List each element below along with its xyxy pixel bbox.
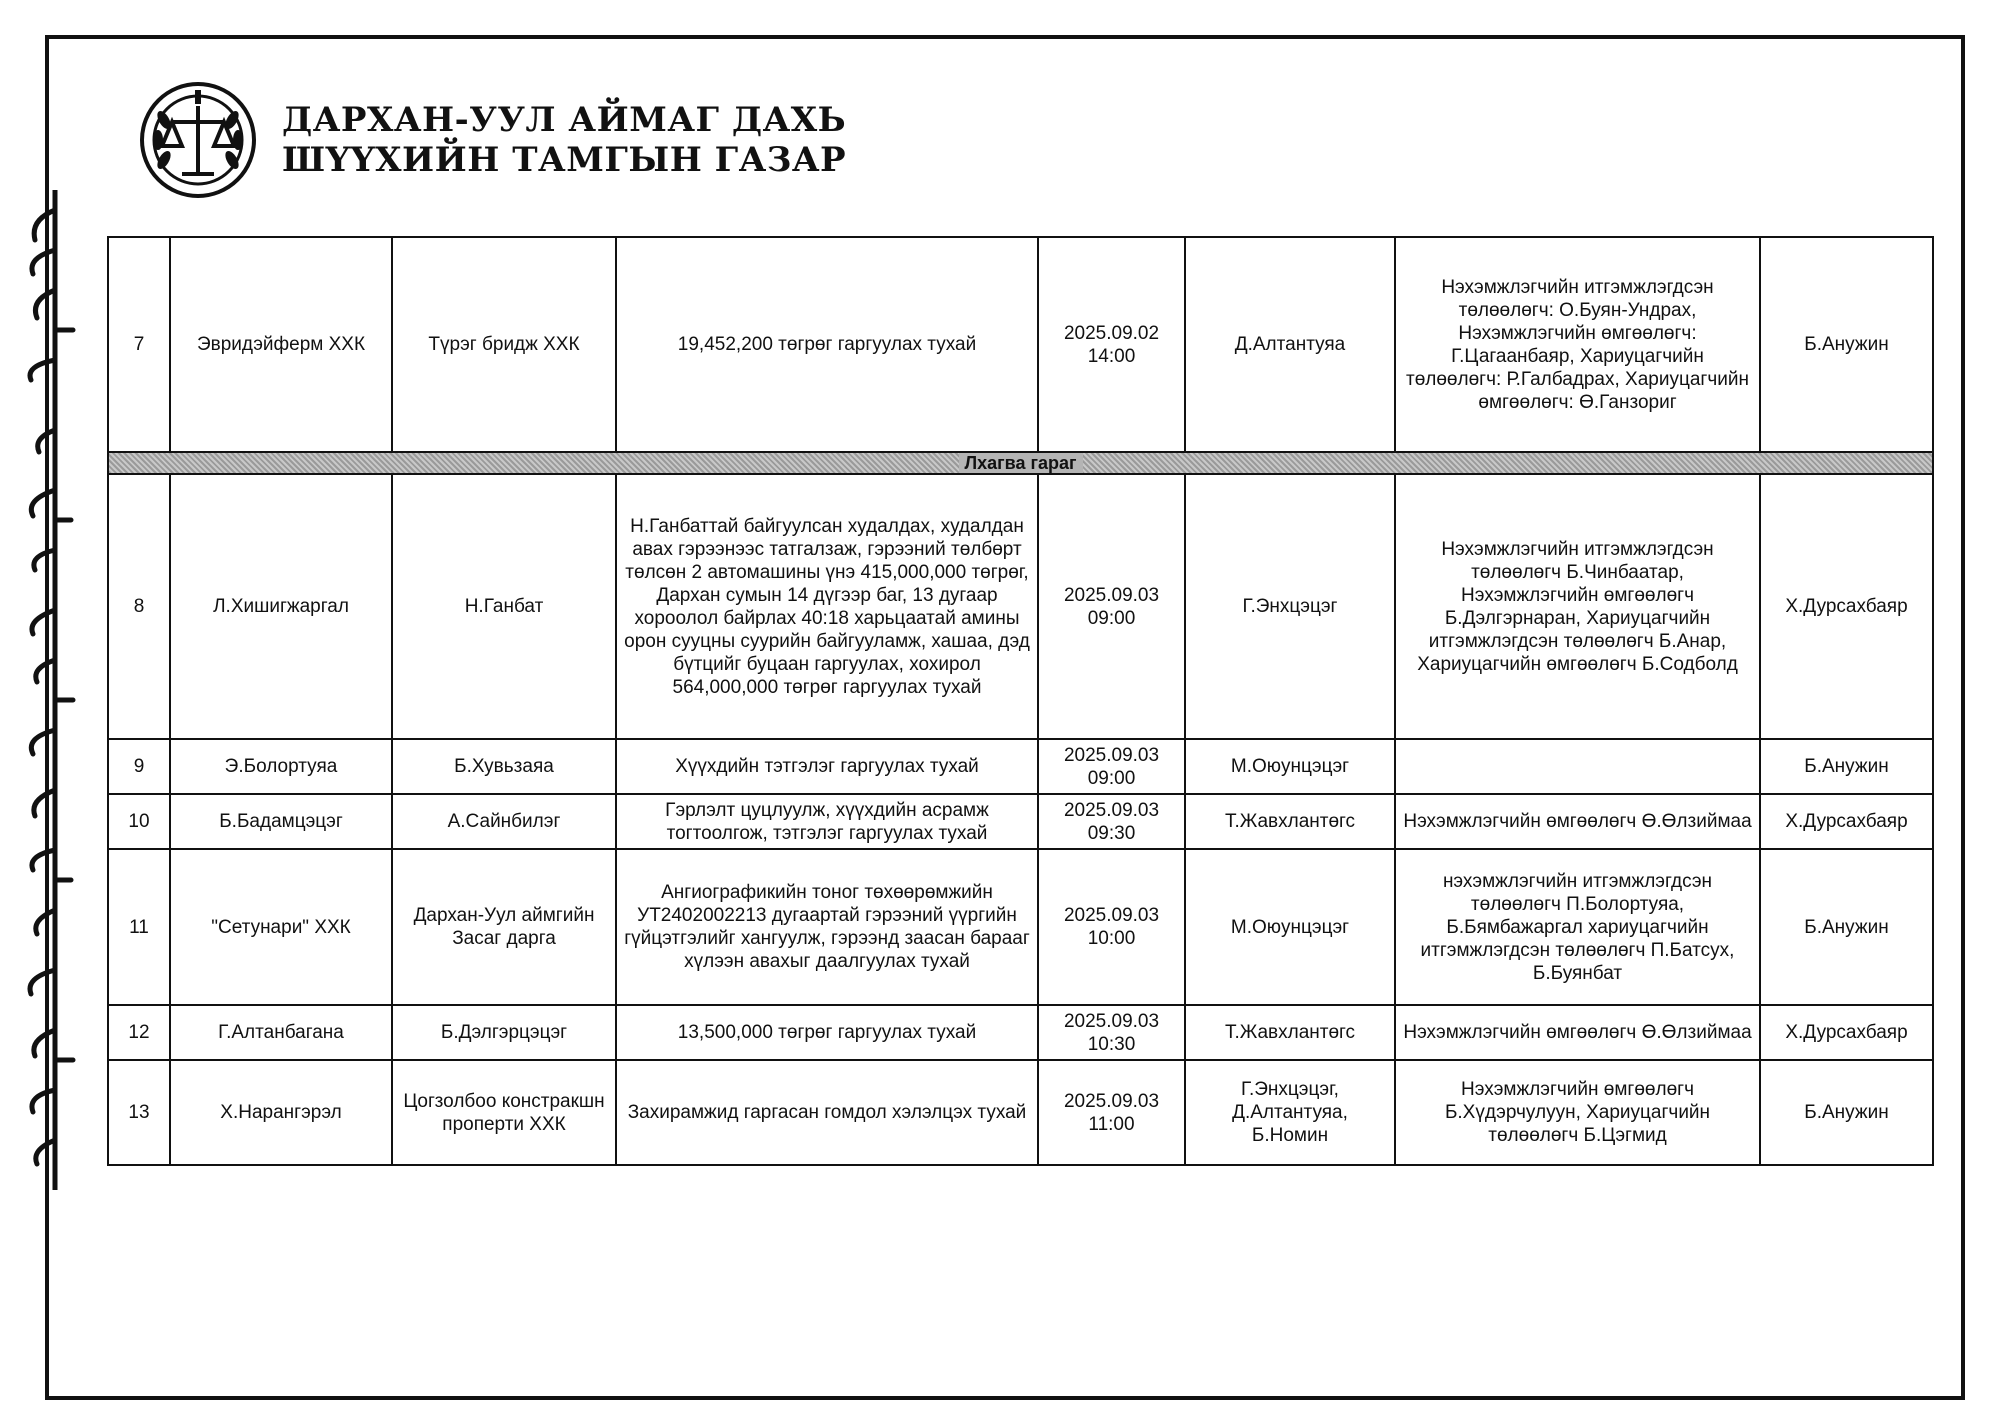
plaintiff-cell: Г.Алтанбагана <box>170 1005 392 1060</box>
participants-cell: Нэхэмжлэгчийн өмгөөлөгч Б.Хүдэрчулуун, Хариуцагчийн төлөөлөгч Б.Цэгмид <box>1395 1060 1760 1165</box>
table-row <box>108 237 1933 452</box>
defendant-cell: А.Сайнбилэг <box>392 794 616 849</box>
case-number: 9 <box>108 739 170 794</box>
plaintiff-cell: Э.Болортуяа <box>170 739 392 794</box>
case-number: 10 <box>108 794 170 849</box>
defendant-cell: Н.Ганбат <box>392 474 616 739</box>
participants-cell: Нэхэмжлэгчийн өмгөөлөгч Ө.Өлзиймаа <box>1395 1005 1760 1060</box>
clerk-cell: Б.Анужин <box>1760 849 1933 1005</box>
table-row <box>108 1005 1933 1060</box>
section-row-wednesday <box>108 452 1933 474</box>
judge-cell: М.Оюунцэцэг <box>1185 739 1395 794</box>
table-row <box>108 1060 1933 1165</box>
claim-cell: Н.Ганбаттай байгуулсан худалдах, худалдан авах гэрээнээс татгалзаж, гэрээний төлбөрт төлсөн 2 автомашины үнэ 415,000,000 төгрөг, Дархан сумын 14 дүгээр баг, 13 дугаар хороолол байрлах 40:18 харьцаатай амины орон сууцны суурийн байгууламж, хашаа, дэд бүтцийг буцаан гаргуулах, хохирол 564,000,000 төгрөг гаргуулах тухай <box>616 474 1038 739</box>
table-row <box>108 739 1933 794</box>
participants-cell: Нэхэмжлэгчийн өмгөөлөгч Ө.Өлзиймаа <box>1395 794 1760 849</box>
plaintiff-cell: "Сетунари" ХХК <box>170 849 392 1005</box>
clerk-cell: Х.Дурсахбаяр <box>1760 794 1933 849</box>
court-title-line2: ШҮҮХИЙН ТАМГЫН ГАЗАР <box>282 140 847 180</box>
case-number: 11 <box>108 849 170 1005</box>
case-number: 8 <box>108 474 170 739</box>
clerk-cell: Б.Анужин <box>1760 739 1933 794</box>
defendant-cell: Дархан-Уул аймгийн Засаг дарга <box>392 849 616 1005</box>
court-title-line1: ДАРХАН-УУЛ АЙМАГ ДАХЬ <box>282 100 847 140</box>
datetime-cell: 2025.09.03 09:00 <box>1038 739 1185 794</box>
table-row <box>108 849 1933 1005</box>
plaintiff-cell: Х.Нарангэрэл <box>170 1060 392 1165</box>
participants-cell: нэхэмжлэгчийн итгэмжлэгдсэн төлөөлөгч П.Болортуяа, Б.Бямбажаргал хариуцагчийн итгэмжлэгдсэн төлөөлөгч П.Батсух, Б.Буянбат <box>1395 849 1760 1005</box>
clerk-cell: Б.Анужин <box>1760 1060 1933 1165</box>
datetime-cell: 2025.09.03 09:30 <box>1038 794 1185 849</box>
hearing-schedule-table <box>107 236 1934 1166</box>
clerk-cell: Х.Дурсахбаяр <box>1760 1005 1933 1060</box>
judge-cell: Г.Энхцэцэг, Д.Алтантуяа, Б.Номин <box>1185 1060 1395 1165</box>
plaintiff-cell: Л.Хишигжаргал <box>170 474 392 739</box>
clerk-cell: Х.Дурсахбаяр <box>1760 474 1933 739</box>
case-number: 12 <box>108 1005 170 1060</box>
datetime-cell: 2025.09.02 14:00 <box>1038 237 1185 452</box>
judge-cell: М.Оюунцэцэг <box>1185 849 1395 1005</box>
plaintiff-cell: Б.Бадамцэцэг <box>170 794 392 849</box>
participants-cell: Нэхэмжлэгчийн итгэмжлэгдсэн төлөөлөгч: О.Буян-Ундрах, Нэхэмжлэгчийн өмгөөлөгч: Г.Цагаанбаяр, Хариуцагчийн төлөөлөгч: Р.Галбадрах, Хариуцагчийн өмгөөлөгч: Ө.Ганзориг <box>1395 237 1760 452</box>
defendant-cell: Цогзолбоо констракшн проперти ХХК <box>392 1060 616 1165</box>
participants-cell: Нэхэмжлэгчийн итгэмжлэгдсэн төлөөлөгч Б.Чинбаатар, Нэхэмжлэгчийн өмгөөлөгч Б.Дэлгэрнаран, Хариуцагчийн итгэмжлэгдсэн төлөөлөгч Б.Анар, Хариуцагчийн өмгөөлөгч Б.Содболд <box>1395 474 1760 739</box>
claim-cell: Гэрлэлт цуцлуулж, хүүхдийн асрамж тогтоолгож, тэтгэлэг гаргуулах тухай <box>616 794 1038 849</box>
claim-cell: 13,500,000 төгрөг гаргуулах тухай <box>616 1005 1038 1060</box>
judge-cell: Т.Жавхлантөгс <box>1185 1005 1395 1060</box>
datetime-cell: 2025.09.03 10:30 <box>1038 1005 1185 1060</box>
claim-cell: Хүүхдийн тэтгэлэг гаргуулах тухай <box>616 739 1038 794</box>
case-number: 13 <box>108 1060 170 1165</box>
clerk-cell: Б.Анужин <box>1760 237 1933 452</box>
claim-cell: Захирамжид гаргасан гомдол хэлэлцэх тухай <box>616 1060 1038 1165</box>
judge-cell: Т.Жавхлантөгс <box>1185 794 1395 849</box>
datetime-cell: 2025.09.03 10:00 <box>1038 849 1185 1005</box>
participants-cell <box>1395 739 1760 794</box>
court-emblem-icon <box>138 70 258 210</box>
mongolian-script-strip <box>0 190 90 1190</box>
section-label: Лхагва гараг <box>959 453 1083 473</box>
datetime-cell: 2025.09.03 09:00 <box>1038 474 1185 739</box>
table-row <box>108 794 1933 849</box>
defendant-cell: Түрэг бридж ХХК <box>392 237 616 452</box>
datetime-cell: 2025.09.03 11:00 <box>1038 1060 1185 1165</box>
judge-cell: Д.Алтантуяа <box>1185 237 1395 452</box>
court-title <box>282 100 846 180</box>
table-row <box>108 474 1933 739</box>
defendant-cell: Б.Хувьзаяа <box>392 739 616 794</box>
case-number: 7 <box>108 237 170 452</box>
judge-cell: Г.Энхцэцэг <box>1185 474 1395 739</box>
defendant-cell: Б.Дэлгэрцэцэг <box>392 1005 616 1060</box>
claim-cell: Ангиографикийн тоног төхөөрөмжийн УТ2402002213 дугаартай гэрээний үүргийн гүйцэтгэлийг хангуулж, гэрээнд заасан барааг хүлээн авахыг даалгуулах тухай <box>616 849 1038 1005</box>
plaintiff-cell: Эвридэйферм ХХК <box>170 237 392 452</box>
claim-cell: 19,452,200 төгрөг гаргуулах тухай <box>616 237 1038 452</box>
